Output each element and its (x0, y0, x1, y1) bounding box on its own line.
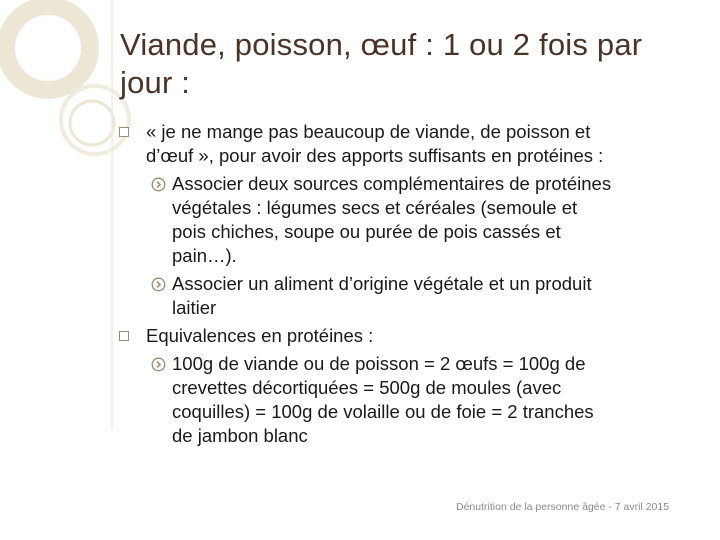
square-bullet-icon (119, 331, 129, 341)
sub-bullet-text: végétales : légumes secs et céréales (semoule et (172, 197, 578, 218)
slide-title: Viande, poisson, œuf : 1 ou 2 fois par jour : (120, 27, 643, 100)
slide-footer: Dénutrition de la personne âgée - 7 avril 2015 (456, 501, 670, 513)
sub-bullet-text: laitier (172, 297, 217, 318)
bullet-text: d’œuf », pour avoir des apports suffisants en protéines : (146, 145, 604, 166)
sub-bullet-text: Associer deux sources complémentaires de protéines (172, 173, 612, 194)
sub-bullet-text: de jambon blanc (172, 425, 308, 446)
circle-chevron-bullet-icon (151, 277, 166, 292)
bullet-text: « je ne mange pas beaucoup de viande, de poisson et (146, 121, 591, 142)
square-bullet-icon (119, 127, 129, 137)
sub-bullet-text: Associer un aliment d’origine végétale et un produit (172, 273, 592, 294)
circle-chevron-bullet-icon (151, 177, 166, 192)
sub-bullet-text: 100g de viande ou de poisson = 2 œufs = 100g de (172, 353, 586, 374)
bullet-text: Equivalences en protéines : (146, 325, 374, 346)
sub-bullet-text: coquilles) = 100g de volaille ou de foie = 2 tranches (172, 401, 594, 422)
sub-bullet-text: crevettes décortiquées = 500g de moules (avec (172, 377, 562, 398)
sub-bullet-text: pain…). (172, 245, 237, 266)
sub-bullet-text: pois chiches, soupe ou purée de pois cassés et (172, 221, 561, 242)
circle-chevron-bullet-icon (151, 357, 166, 372)
